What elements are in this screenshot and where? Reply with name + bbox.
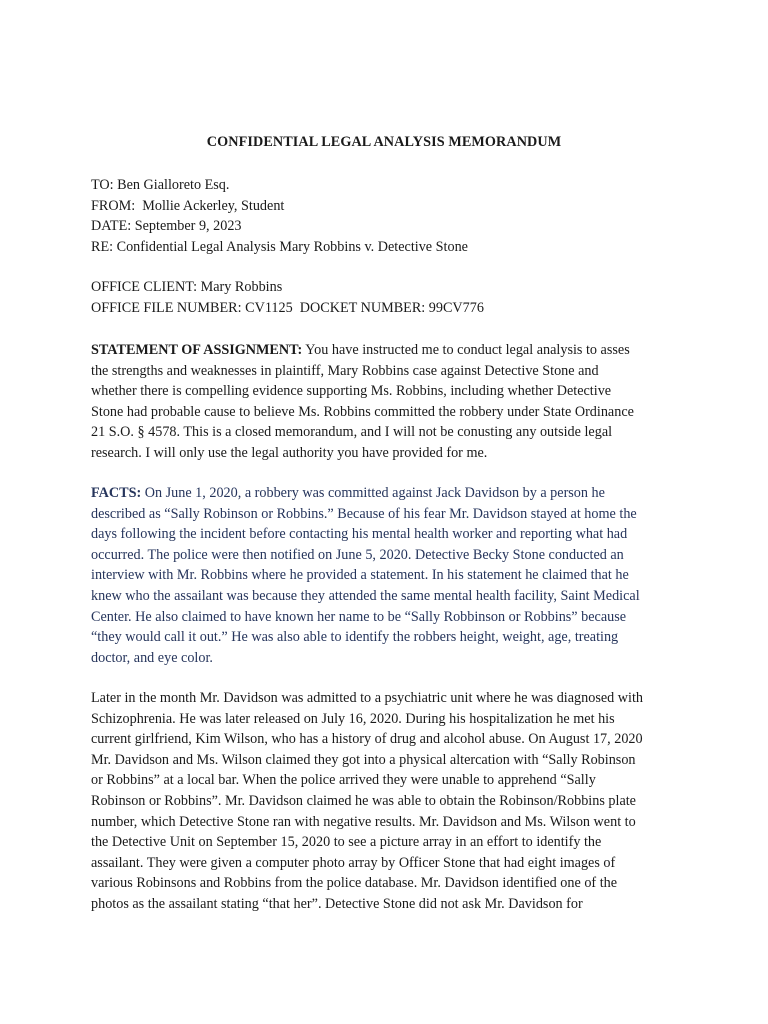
assignment-line: Stone had probable cause to believe Ms. Robbins committed the robbery under State Ordinance [91, 403, 634, 420]
paragraph-line: Mr. Davidson and Ms. Wilson claimed they got into a physical altercation with “Sally Robinson [91, 751, 636, 768]
facts-line: doctor, and eye color. [91, 649, 213, 666]
paragraph-line: or Robbins” at a local bar. When the police arrived they were unable to apprehend “Sally [91, 772, 596, 789]
paragraph-line: Schizophrenia. He was later released on July 16, 2020. During his hospitalization he met his [91, 710, 615, 727]
paragraph-line: Robinson or Robbins”. Mr. Davidson claimed he was able to obtain the Robinson/Robbins plate [91, 792, 636, 809]
assignment-line: whether there is compelling evidence supporting Ms. Robbins, including whether Detective [91, 383, 612, 400]
memo-re-line: RE: Confidential Legal Analysis Mary Robbins v. Detective Stone [91, 238, 468, 255]
facts-line: Center. He also claimed to have known her name to be “Sally Robbinson or Robbins” because [91, 608, 627, 625]
paragraph-line: current girlfriend, Kim Wilson, who has a history of drug and alcohol abuse. On August 17, 2020 [91, 731, 643, 748]
assignment-line: 21 S.O. § 4578. This is a closed memorandum, and I will not be conusting any outside legal [91, 424, 613, 441]
facts-first-line [91, 483, 691, 504]
facts-line: knew who the assailant was because they attended the same mental health facility, Saint Medical [91, 587, 640, 604]
facts-line: interview with Mr. Robbins where he provided a statement. In his statement he claimed that he [91, 567, 629, 584]
assignment-label: STATEMENT OF ASSIGNMENT: [91, 342, 303, 358]
paragraph-line: the Detective Unit on September 15, 2020 to see a picture array in an effort to identify the [91, 834, 602, 851]
client-info [91, 277, 691, 318]
memo-title: CONFIDENTIAL LEGAL ANALYSIS MEMORANDUM [206, 134, 562, 150]
paragraph-line: photos as the assailant stating “that her”. Detective Stone did not ask Mr. Davidson for [91, 895, 583, 912]
facts-first-line-text: On June 1, 2020, a robbery was committed against Jack Davidson by a person he [141, 485, 605, 501]
facts-line: days following the incident before contacting his mental health worker and reporting what had [91, 526, 628, 543]
facts-paragraph-2 [91, 688, 691, 915]
paragraph-line: various Robinsons and Robbins from the police database. Mr. Davidson identified one of the [91, 875, 618, 892]
paragraph-line: assailant. They were given a computer photo array by Officer Stone that had eight images of [91, 854, 616, 871]
office-client-line: OFFICE CLIENT: Mary Robbins [91, 279, 283, 295]
memo-header [91, 175, 691, 257]
memo-to-line: TO: Ben Gialloreto Esq. [91, 177, 230, 193]
assignment-line: the strengths and weaknesses in plaintiff, Mary Robbins case against Detective Stone and [91, 362, 599, 379]
facts-line: described as “Sally Robinson or Robbins.” Because of his fear Mr. Davidson stayed at home the [91, 505, 637, 522]
memo-from-line: FROM: Mollie Ackerley, Student [91, 197, 285, 214]
assignment-line: research. I will only use the legal authority you have provided for me. [91, 444, 488, 461]
memo-date-line: DATE: September 9, 2023 [91, 218, 242, 235]
facts-line: occurred. The police were then notified on June 5, 2020. Detective Becky Stone conducted an [91, 546, 624, 563]
facts-section [91, 483, 691, 668]
office-file-number-line: OFFICE FILE NUMBER: CV1125 DOCKET NUMBER: 99CV776 [91, 299, 484, 316]
facts-label: FACTS: [91, 485, 142, 501]
assignment-first-line-text: You have instructed me to conduct legal analysis to asses [302, 342, 630, 358]
facts-line: “they would call it out.” He was also able to identify the robbers height, weight, age, treating [91, 629, 619, 646]
paragraph-line: number, which Detective Stone ran with negative results. Mr. Davidson and Ms. Wilson went to [91, 813, 636, 830]
statement-of-assignment [91, 340, 691, 464]
assignment-first-line [91, 340, 691, 361]
paragraph-line: Later in the month Mr. Davidson was admitted to a psychiatric unit where he was diagnosed with [91, 690, 644, 706]
